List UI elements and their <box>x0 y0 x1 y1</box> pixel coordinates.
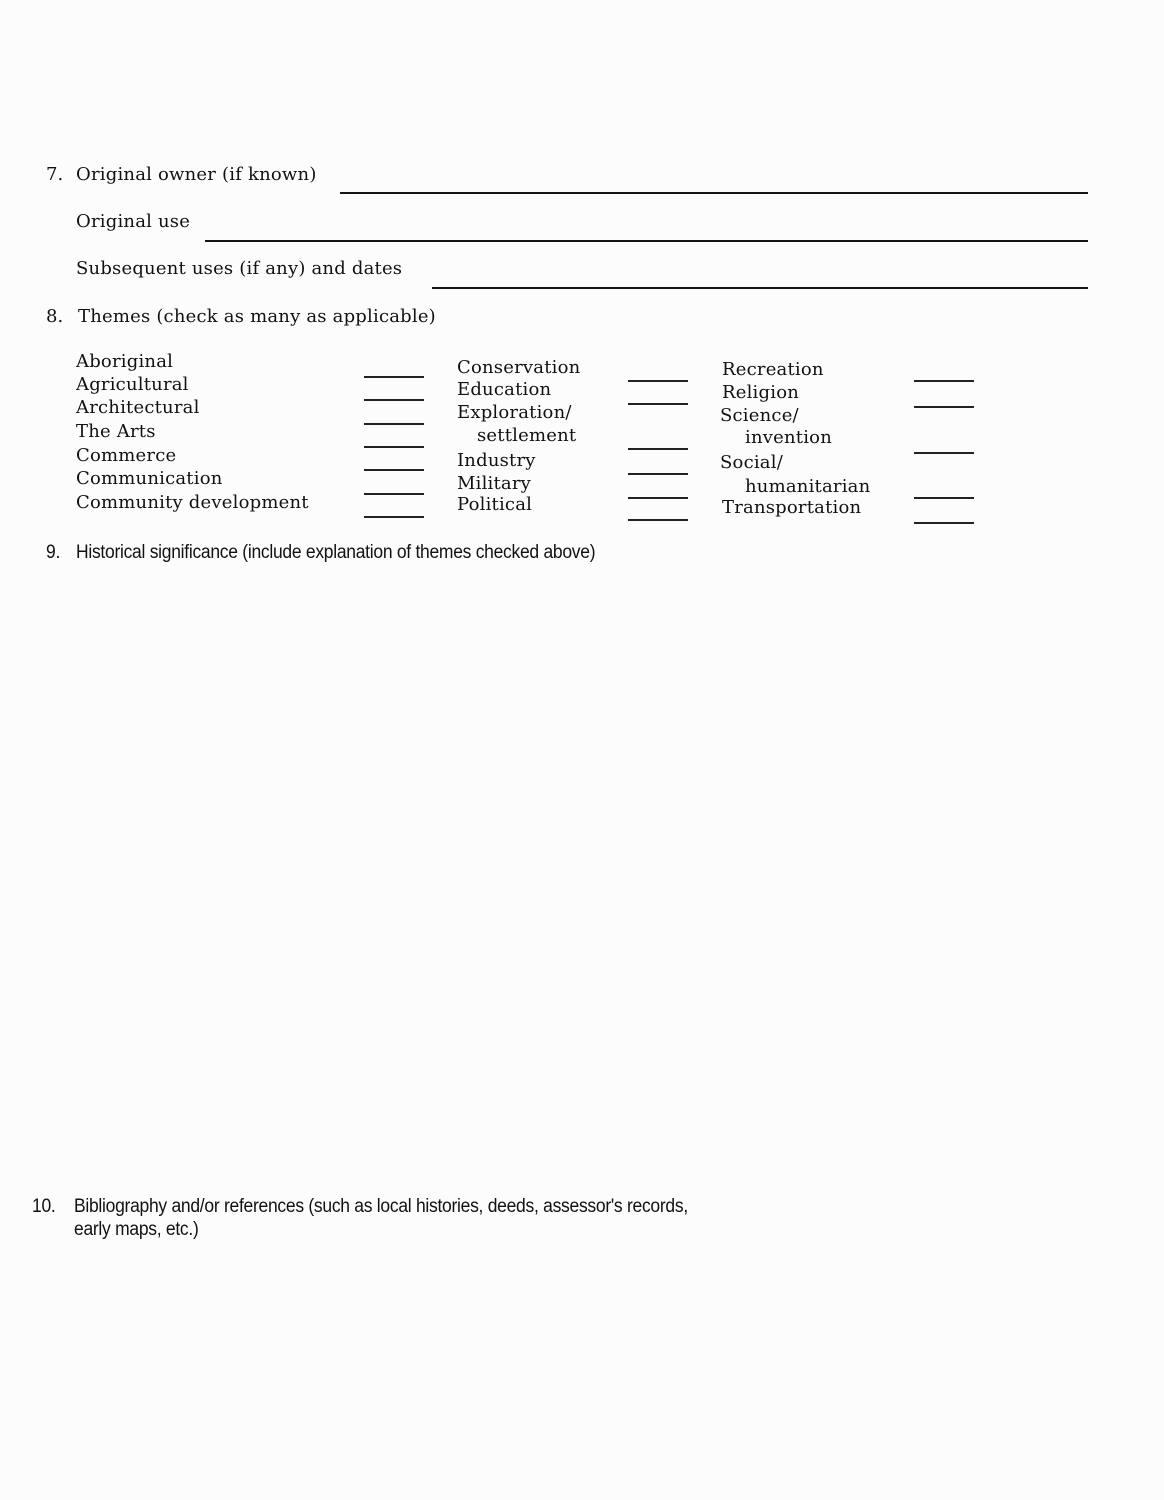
theme-checkbox-science-invention[interactable] <box>914 452 974 454</box>
bibliography-area[interactable] <box>74 1250 1074 1470</box>
theme-label-transportation: Transportation <box>722 497 862 518</box>
theme-checkbox-communication[interactable] <box>364 493 424 495</box>
theme-label-commerce: Commerce <box>76 445 177 466</box>
theme-checkbox-conservation[interactable] <box>628 380 688 382</box>
theme-label-communication: Communication <box>76 468 223 489</box>
historical-significance-title: Historical significance (include explanation of themes checked above) <box>76 542 596 563</box>
theme-label-science: Science/ <box>720 405 799 426</box>
theme-label-community-development: Community development <box>76 492 309 513</box>
theme-label-education: Education <box>457 379 552 400</box>
theme-checkbox-education[interactable] <box>628 403 688 405</box>
theme-checkbox-exploration-settlement[interactable] <box>628 448 688 450</box>
theme-checkbox-industry[interactable] <box>628 473 688 475</box>
theme-checkbox-aboriginal[interactable] <box>364 376 424 378</box>
theme-label-recreation: Recreation <box>722 359 824 380</box>
theme-label-settlement: settlement <box>477 425 577 446</box>
historical-significance-area[interactable] <box>76 575 1076 1175</box>
original-owner-field[interactable] <box>340 192 1088 194</box>
theme-checkbox-commerce[interactable] <box>364 469 424 471</box>
theme-label-architectural: Architectural <box>76 397 200 418</box>
theme-label-religion: Religion <box>722 382 800 403</box>
theme-checkbox-the-arts[interactable] <box>364 446 424 448</box>
bibliography-title-line2: early maps, etc.) <box>74 1219 199 1240</box>
section-8-number: 8. <box>46 306 64 327</box>
theme-checkbox-architectural[interactable] <box>364 423 424 425</box>
theme-checkbox-religion[interactable] <box>914 406 974 408</box>
theme-checkbox-military[interactable] <box>628 497 688 499</box>
theme-checkbox-transportation[interactable] <box>914 522 974 524</box>
theme-label-social: Social/ <box>720 452 783 473</box>
section-7-number: 7. <box>46 164 64 185</box>
original-owner-label: Original owner (if known) <box>76 164 317 185</box>
theme-checkbox-political[interactable] <box>628 519 688 521</box>
theme-checkbox-community-development[interactable] <box>364 516 424 518</box>
original-use-label: Original use <box>76 211 191 232</box>
theme-checkbox-agricultural[interactable] <box>364 399 424 401</box>
theme-label-conservation: Conservation <box>457 357 581 378</box>
theme-label-invention: invention <box>745 427 832 448</box>
theme-label-aboriginal: Aboriginal <box>76 351 174 372</box>
theme-label-military: Military <box>457 473 532 494</box>
subsequent-uses-label: Subsequent uses (if any) and dates <box>76 258 403 279</box>
theme-label-political: Political <box>457 494 533 515</box>
themes-title: Themes (check as many as applicable) <box>78 306 436 327</box>
theme-label-the-arts: The Arts <box>76 421 156 442</box>
theme-label-exploration: Exploration/ <box>457 402 572 423</box>
section-10-number: 10. <box>32 1196 56 1217</box>
theme-checkbox-social-humanitarian[interactable] <box>914 497 974 499</box>
bibliography-title-line1: Bibliography and/or references (such as local histories, deeds, assessor's records, <box>74 1196 688 1217</box>
original-use-field[interactable] <box>205 240 1088 242</box>
theme-label-humanitarian: humanitarian <box>745 476 871 497</box>
theme-checkbox-recreation[interactable] <box>914 380 974 382</box>
theme-label-industry: Industry <box>457 450 536 471</box>
subsequent-uses-field[interactable] <box>432 287 1088 289</box>
theme-label-agricultural: Agricultural <box>76 374 189 395</box>
section-9-number: 9. <box>46 542 61 563</box>
